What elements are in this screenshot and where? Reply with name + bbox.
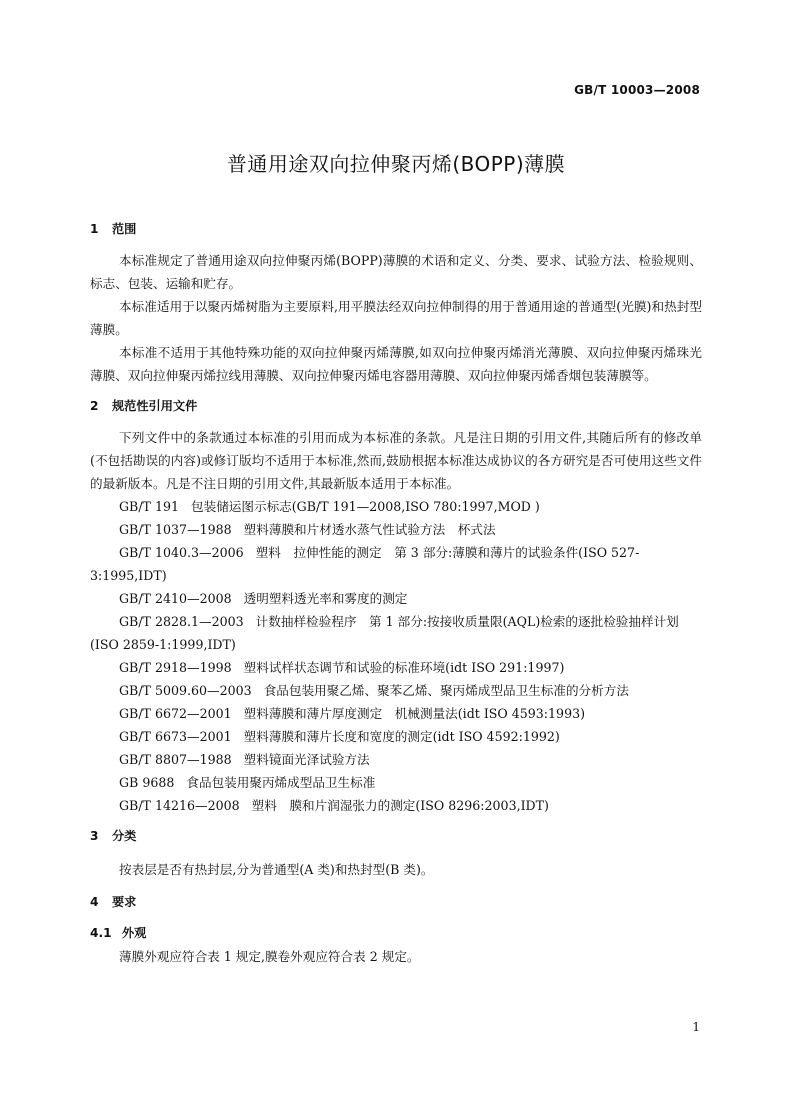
reference-code: GB/T 191 xyxy=(119,499,179,514)
reference-code: GB/T 6673—2001 xyxy=(119,729,232,744)
reference-item xyxy=(90,518,702,541)
reference-code: GB/T 2918—1998 xyxy=(119,660,232,675)
section-title: 分类 xyxy=(112,829,137,843)
document-body xyxy=(90,218,702,968)
reference-item xyxy=(90,656,702,679)
reference-item xyxy=(90,610,702,656)
reference-item xyxy=(90,771,702,794)
reference-code: GB/T 2828.1—2003 xyxy=(119,614,244,629)
reference-item xyxy=(90,702,702,725)
section-heading-requirements xyxy=(90,891,702,914)
paragraph: 本标准规定了普通用途双向拉伸聚丙烯(BOPP)薄膜的术语和定义、分类、要求、试验方法、检验规则、标志、包装、运输和贮存。 xyxy=(90,253,702,291)
section-title: 要求 xyxy=(112,895,137,909)
reference-title: 塑料 膜和片润湿张力的测定(ISO 8296:2003,IDT) xyxy=(251,798,549,813)
reference-code: GB/T 2410—2008 xyxy=(119,591,232,606)
paragraph: 薄膜外观应符合表 1 规定,膜卷外观应符合表 2 规定。 xyxy=(119,949,420,964)
section-heading-normative-references xyxy=(90,395,702,418)
reference-title: 塑料试样状态调节和试验的标准环境(idt ISO 291:1997) xyxy=(243,660,565,675)
section-number: 4 xyxy=(90,895,99,909)
subsection-heading-appearance xyxy=(90,922,702,945)
subsection-number: 4.1 xyxy=(90,926,112,940)
reference-title: 包装储运图示标志(GB/T 191—2008,ISO 780:1997,MOD ) xyxy=(191,499,540,514)
reference-code: GB 9688 xyxy=(119,775,175,790)
section-number: 2 xyxy=(90,399,99,413)
standard-code: GB/T 10003—2008 xyxy=(574,83,700,97)
reference-code: GB/T 5009.60—2003 xyxy=(119,683,252,698)
section-title: 范围 xyxy=(112,222,137,236)
reference-title: 食品包装用聚乙烯、聚苯乙烯、聚丙烯成型品卫生标准的分析方法 xyxy=(263,683,629,698)
reference-code: GB/T 14216—2008 xyxy=(119,798,240,813)
reference-code: GB/T 8807—1988 xyxy=(119,752,232,767)
reference-code: GB/T 1040.3—2006 xyxy=(119,545,244,560)
section-heading-classification xyxy=(90,825,702,848)
reference-title: 塑料 拉伸性能的测定 第 3 部分:薄膜和薄片的试验条件(ISO 527-3:1995,IDT) xyxy=(90,545,640,583)
document-title: 普通用途双向拉伸聚丙烯(BOPP)薄膜 xyxy=(226,152,566,176)
paragraph: 按表层是否有热封层,分为普通型(A 类)和热封型(B 类)。 xyxy=(119,862,434,877)
reference-item xyxy=(90,541,702,587)
section-number: 3 xyxy=(90,829,99,843)
reference-item xyxy=(90,495,702,518)
reference-item xyxy=(90,748,702,771)
reference-item xyxy=(90,679,702,702)
reference-title: 食品包装用聚丙烯成型品卫生标准 xyxy=(186,775,376,790)
reference-item xyxy=(90,587,702,610)
reference-code: GB/T 1037—1988 xyxy=(119,522,232,537)
paragraph: 下列文件中的条款通过本标准的引用而成为本标准的条款。凡是注日期的引用文件,其随后所有的修改单(不包括勘误的内容)或修订版均不适用于本标准,然而,鼓励根据本标准达成协议的各方研究是否可使用这些文件的最新版本。凡是不注日期的引用文件,其最新版本适用于本标准。 xyxy=(90,430,702,491)
reference-item xyxy=(90,794,702,817)
reference-title: 计数抽样检验程序 第 1 部分:按接收质量限(AQL)检索的逐批检验抽样计划(ISO 2859-1:1999,IDT) xyxy=(90,614,679,652)
reference-title: 塑料薄膜和片材透水蒸气性试验方法 杯式法 xyxy=(243,522,496,537)
reference-code: GB/T 6672—2001 xyxy=(119,706,232,721)
reference-title: 塑料薄膜和薄片厚度测定 机械测量法(idt ISO 4593:1993) xyxy=(243,706,586,721)
section-number: 1 xyxy=(90,222,99,236)
reference-title: 塑料镜面光泽试验方法 xyxy=(243,752,370,767)
paragraph: 本标准不适用于其他特殊功能的双向拉伸聚丙烯薄膜,如双向拉伸聚丙烯消光薄膜、双向拉伸聚丙烯珠光薄膜、双向拉伸聚丙烯拉线用薄膜、双向拉伸聚丙烯电容器用薄膜、双向拉伸聚丙烯香烟包装薄膜等。 xyxy=(90,345,702,383)
page-number: 1 xyxy=(692,1020,700,1034)
section-heading-scope xyxy=(90,218,702,241)
reference-title: 透明塑料透光率和雾度的测定 xyxy=(243,591,408,606)
section-title: 规范性引用文件 xyxy=(112,399,198,413)
reference-item xyxy=(90,725,702,748)
subsection-title: 外观 xyxy=(122,926,147,940)
paragraph: 本标准适用于以聚丙烯树脂为主要原料,用平膜法经双向拉伸制得的用于普通用途的普通型(光膜)和热封型薄膜。 xyxy=(90,299,702,337)
reference-title: 塑料薄膜和薄片长度和宽度的测定(idt ISO 4592:1992) xyxy=(243,729,560,744)
